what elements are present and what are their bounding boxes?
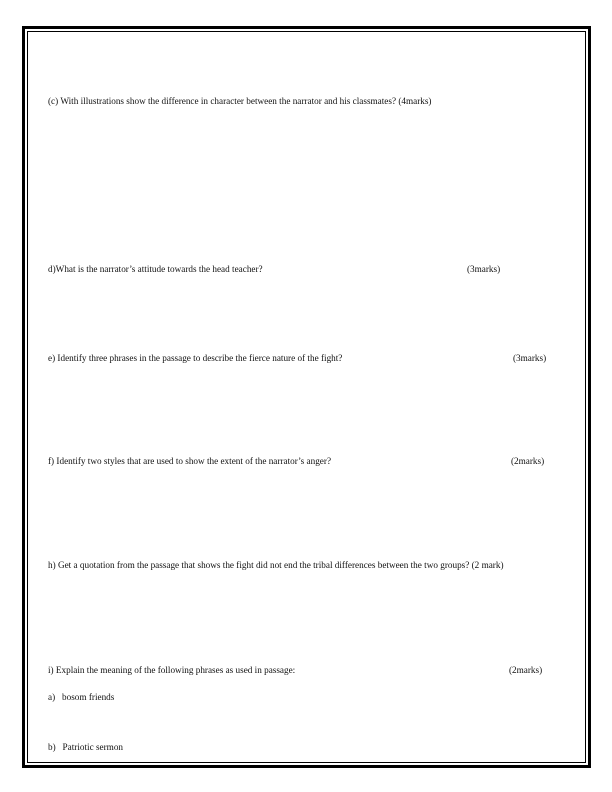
question-i-marks: (2marks) xyxy=(509,665,543,675)
question-d-marks: (3marks) xyxy=(467,264,501,274)
question-c: (c) With illustrations show the difference in character between the narrator and his classmates? (4marks) xyxy=(48,96,432,106)
page-border xyxy=(22,26,591,768)
question-e-marks: (3marks) xyxy=(513,353,547,363)
question-e: e) Identify three phrases in the passage to describe the fierce nature of the fight? xyxy=(48,353,343,363)
question-h: h) Get a quotation from the passage that shows the fight did not end the tribal differences between the two groups? (2 mark) xyxy=(48,560,504,570)
question-i-item-b: b) Patriotic sermon xyxy=(48,742,124,752)
question-f: f) Identify two styles that are used to show the extent of the narrator’s anger? xyxy=(48,456,332,466)
question-i: i) Explain the meaning of the following phrases as used in passage: xyxy=(48,665,296,675)
question-d: d)What is the narrator’s attitude towards the head teacher? xyxy=(48,264,263,274)
page-border-inner xyxy=(27,31,586,763)
question-f-marks: (2marks) xyxy=(511,456,545,466)
question-i-item-a: a) bosom friends xyxy=(48,692,115,702)
